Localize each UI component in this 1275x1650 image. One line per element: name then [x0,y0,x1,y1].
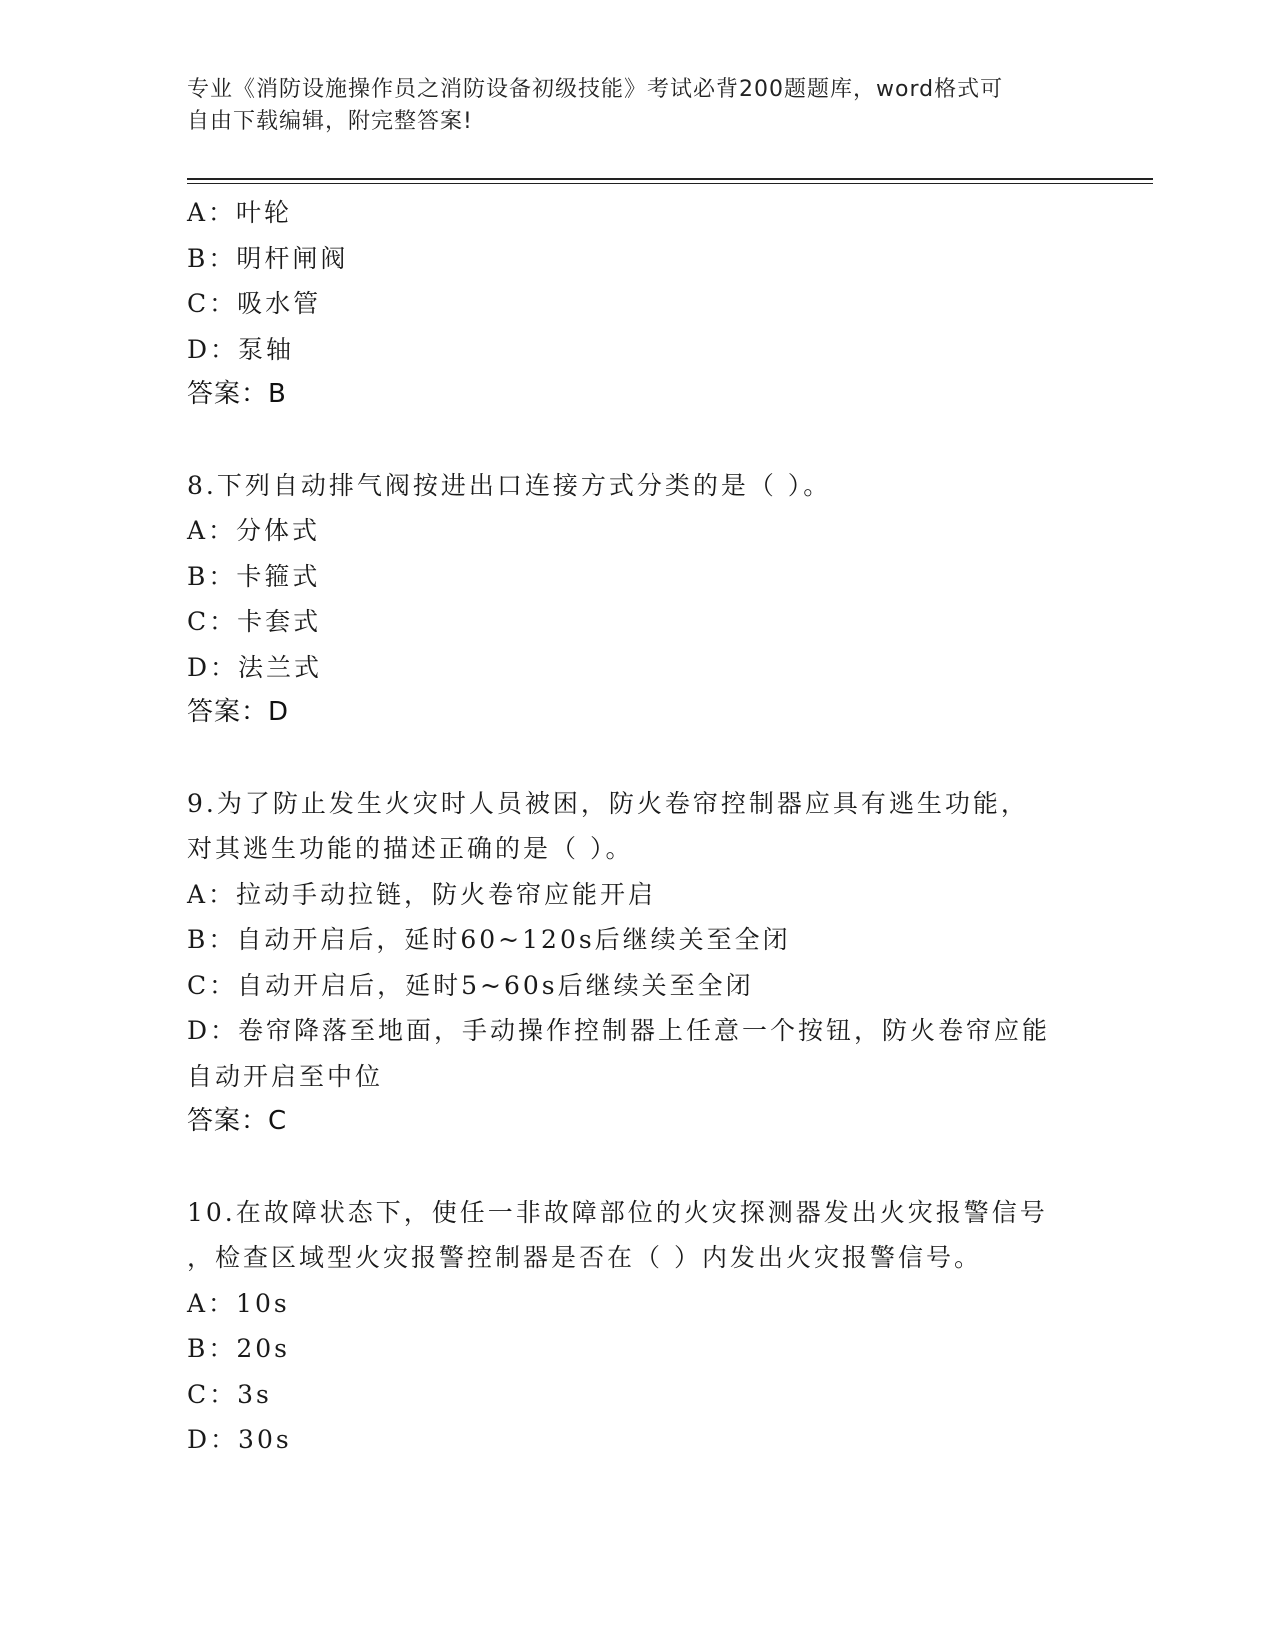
q9-option-a: A：拉动手动拉链，防火卷帘应能开启 [187,879,657,909]
header-divider-thick [187,178,1153,180]
spacer [187,736,1087,781]
header-line-2: 自由下载编辑，附完整答案! [187,109,473,134]
q9-option-d-line-2: 自动开启至中位 [187,1061,384,1091]
question-8-block [187,463,1087,736]
q10-option-c: C：3s [187,1379,272,1409]
header-line-1: 专业《消防设施操作员之消防设备初级技能》考试必背200题题库，word格式可 [187,77,1004,102]
spacer [187,418,1087,463]
q8-option-b: B：卡箍式 [187,561,321,591]
q8-option-c: C：卡套式 [187,607,322,636]
q8-option-a: A：分体式 [187,516,321,545]
q10-question-line-2: ，检查区域型火灾报警控制器是否在（ ）内发出火灾报警信号。 [187,1243,982,1272]
q7-option-c: C：吸水管 [187,289,322,318]
q9-option-b: B：自动开启后，延时60~120s后继续关至全闭 [187,925,791,954]
q7-option-d: D：泵轴 [187,334,295,364]
q10-option-b: B：20s [187,1334,291,1363]
q10-option-d: D：30s [187,1425,292,1454]
document-body [187,190,1087,1463]
question-7-block [187,190,1087,418]
q8-question: 8.下列自动排气阀按进出口连接方式分类的是（ ）。 [187,470,832,500]
question-9-block [187,781,1087,1145]
spacer [187,1145,1087,1190]
q10-option-a: A：10s [187,1288,290,1318]
q9-answer: 答案：C [187,1106,288,1136]
q7-option-a: A：叶轮 [187,198,293,227]
q8-option-d: D：法兰式 [187,652,323,682]
q7-answer: 答案：B [187,379,287,409]
q9-option-c: C：自动开启后，延时5~60s后继续关至全闭 [187,970,754,1000]
document-header [187,74,1067,138]
header-divider-thin [187,183,1153,184]
question-10-block [187,1190,1087,1463]
q7-option-b: B：明杆闸阀 [187,243,349,273]
q9-question-line-1: 9.为了防止发生火灾时人员被困，防火卷帘控制器应具有逃生功能， [187,788,1029,818]
q10-question-line-1: 10.在故障状态下，使任一非故障部位的火灾探测器发出火灾报警信号 [187,1197,1048,1227]
q9-question-line-2: 对其逃生功能的描述正确的是（ ）。 [187,834,634,863]
q8-answer: 答案：D [187,697,290,727]
q9-option-d: D：卷帘降落至地面，手动操作控制器上任意一个按钮，防火卷帘应能 [187,1016,1051,1045]
